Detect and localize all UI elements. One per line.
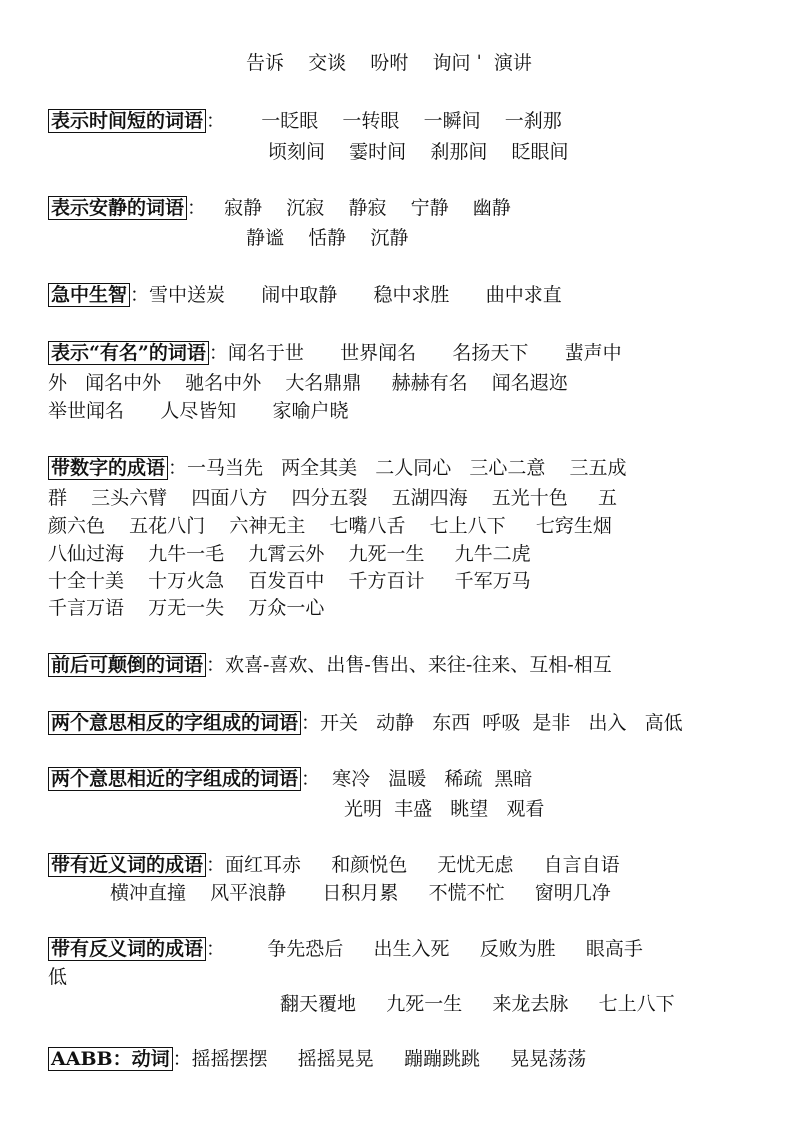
section-line: ： 争先恐后 出生入死 反败为胜 眼高手	[206, 938, 643, 960]
top-word-line: 告诉 交谈 吩咐 询问 ˈ 演讲	[246, 52, 532, 74]
section-urgent	[48, 282, 562, 308]
section-heading: 急中生智	[48, 283, 130, 307]
section-line: ：开关 动静 东西 呼吸 是非 出入 高低	[301, 712, 683, 734]
section-line: 千言万语 万无一失 万众一心	[48, 597, 325, 619]
section-line: ：一马当先 两全其美 二人同心 三心二意 三五成	[168, 457, 627, 479]
section-line: ：雪中送炭 闹中取静 稳中求胜 曲中求直	[130, 284, 562, 306]
section-heading: 表示“有名”的词语	[48, 341, 209, 365]
section-line: ： 寒冷 温暖 稀疏 黑暗	[301, 768, 533, 790]
section-similar-chars	[48, 766, 532, 792]
section-heading: 前后可颠倒的词语	[48, 653, 206, 677]
section-line: 低	[48, 966, 68, 988]
section-heading: 两个意思相近的字组成的词语	[48, 767, 301, 791]
section-time-short	[48, 108, 562, 134]
section-famous	[48, 340, 622, 366]
section-reversible	[48, 652, 612, 678]
section-line: 十全十美 十万火急 百发百中 千方百计 千军万马	[48, 570, 531, 592]
section-line: 横冲直撞 风平浪静 日积月累 不慌不忙 窗明几净	[110, 882, 611, 904]
section-number-idioms	[48, 455, 627, 481]
section-line: 顷刻间 霎时间 刹那间 眨眼间	[268, 141, 569, 163]
section-line: ： 一眨眼 一转眼 一瞬间 一刹那	[206, 110, 562, 132]
section-line: 光明 丰盛 眺望 观看	[344, 798, 545, 820]
section-line: ：面红耳赤 和颜悦色 无忧无虑 自言自语	[206, 854, 620, 876]
section-line: ：闻名于世 世界闻名 名扬天下 蜚声中	[208, 342, 622, 364]
section-line: 颜六色 五花八门 六神无主 七嘴八舌 七上八下 七窍生烟	[48, 515, 612, 537]
section-heading: AABB：动词	[48, 1047, 173, 1071]
section-antonym-idioms	[48, 936, 643, 962]
section-heading: 表示安静的词语	[48, 196, 187, 220]
section-heading: 带有反义词的成语	[48, 937, 206, 961]
section-heading: 带有近义词的成语	[48, 853, 206, 877]
section-aabb-verbs	[48, 1046, 586, 1072]
section-heading: 带数字的成语	[48, 456, 168, 480]
section-line: 八仙过海 九牛一毛 九霄云外 九死一生 九牛二虎	[48, 543, 531, 565]
section-line: 举世闻名 人尽皆知 家喻户晓	[48, 400, 349, 422]
section-quiet	[48, 195, 511, 221]
section-line: 翻天覆地 九死一生 来龙去脉 七上八下	[280, 993, 675, 1015]
section-line: ： 寂静 沉寂 静寂 宁静 幽静	[187, 197, 511, 219]
section-line: ：摇摇摆摆 摇摇晃晃 蹦蹦跳跳 晃晃荡荡	[172, 1048, 587, 1070]
section-synonym-idioms	[48, 852, 620, 878]
section-heading: 表示时间短的词语	[48, 109, 206, 133]
section-line: 外 闻名中外 驰名中外 大名鼎鼎 赫赫有名 闻名遐迩	[48, 372, 568, 394]
section-line: 群 三头六臂 四面八方 四分五裂 五湖四海 五光十色 五	[48, 487, 617, 509]
section-line: 静谧 恬静 沉静	[246, 227, 409, 249]
section-opposite-chars	[48, 710, 683, 736]
section-heading: 两个意思相反的字组成的词语	[48, 711, 301, 735]
section-line: ：欢喜-喜欢、出售-售出、来往-往来、互相-相互	[206, 654, 612, 676]
